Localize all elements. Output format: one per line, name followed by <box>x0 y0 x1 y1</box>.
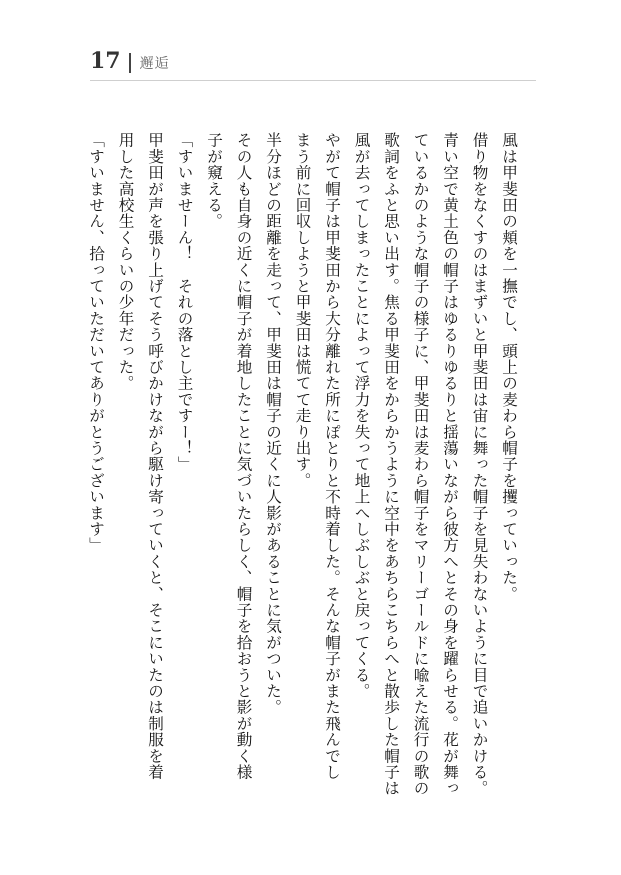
text-line: 借り物をなくすのはまずいと甲斐田は宙に舞った帽子を見失わないように目で追いかける。 <box>470 132 489 797</box>
text-line: 用した高校生くらいの少年だった。 <box>116 132 135 392</box>
text-line: その人も自身の近くに帽子が着地したことに気づいたらしく、帽子を拾おうと影が動く様 <box>234 132 253 780</box>
header-divider <box>129 53 131 73</box>
header-rule <box>90 80 536 81</box>
page-number: 17 <box>90 48 121 74</box>
text-line: ているかのような帽子の様子に、甲斐田は麦わら帽子をマリーゴールドに喩えた流行の歌の <box>411 132 430 797</box>
page-header <box>90 48 170 78</box>
text-line: 甲斐田が声を張り上げてそう呼びかけながら駆け寄っていくと、そこにいたのは制服を着 <box>146 132 164 780</box>
text-line: まう前に回収しようと甲斐田は慌てて走り出す。 <box>293 132 312 489</box>
text-line: 半分ほどの距離を走って、甲斐田は帽子の近くに人影があることに気がついた。 <box>264 132 282 716</box>
text-line: 風は甲斐田の頬を一撫でし、頭上の麦わら帽子を攫っていった。 <box>500 132 518 602</box>
text-line: 「すいません、拾っていただいてありがとうございます」 <box>87 132 105 554</box>
body-text <box>81 132 524 852</box>
text-line: 歌詞をふと思い出す。焦る甲斐田をからかうように空中をあちらこちらへと散歩した帽子は <box>382 132 400 797</box>
text-line: やがて帽子は甲斐田から大分離れた所にぽとりと不時着した。そんな帽子がまた飛んでし <box>323 132 341 780</box>
text-line: 「すいませーん！ それの落とし主ですー！」 <box>175 132 194 473</box>
text-line: 風が去ってしまったことによって浮力を失って地上へしぶしぶと戻ってくる。 <box>352 132 371 699</box>
chapter-title: 邂逅 <box>139 56 170 72</box>
text-line: 青い空で黄土色の帽子はゆるりゆるりと揺蕩いながら彼方へとその身を躍らせる。花が舞っ <box>441 132 459 797</box>
text-line: 子が窺える。 <box>205 132 223 230</box>
